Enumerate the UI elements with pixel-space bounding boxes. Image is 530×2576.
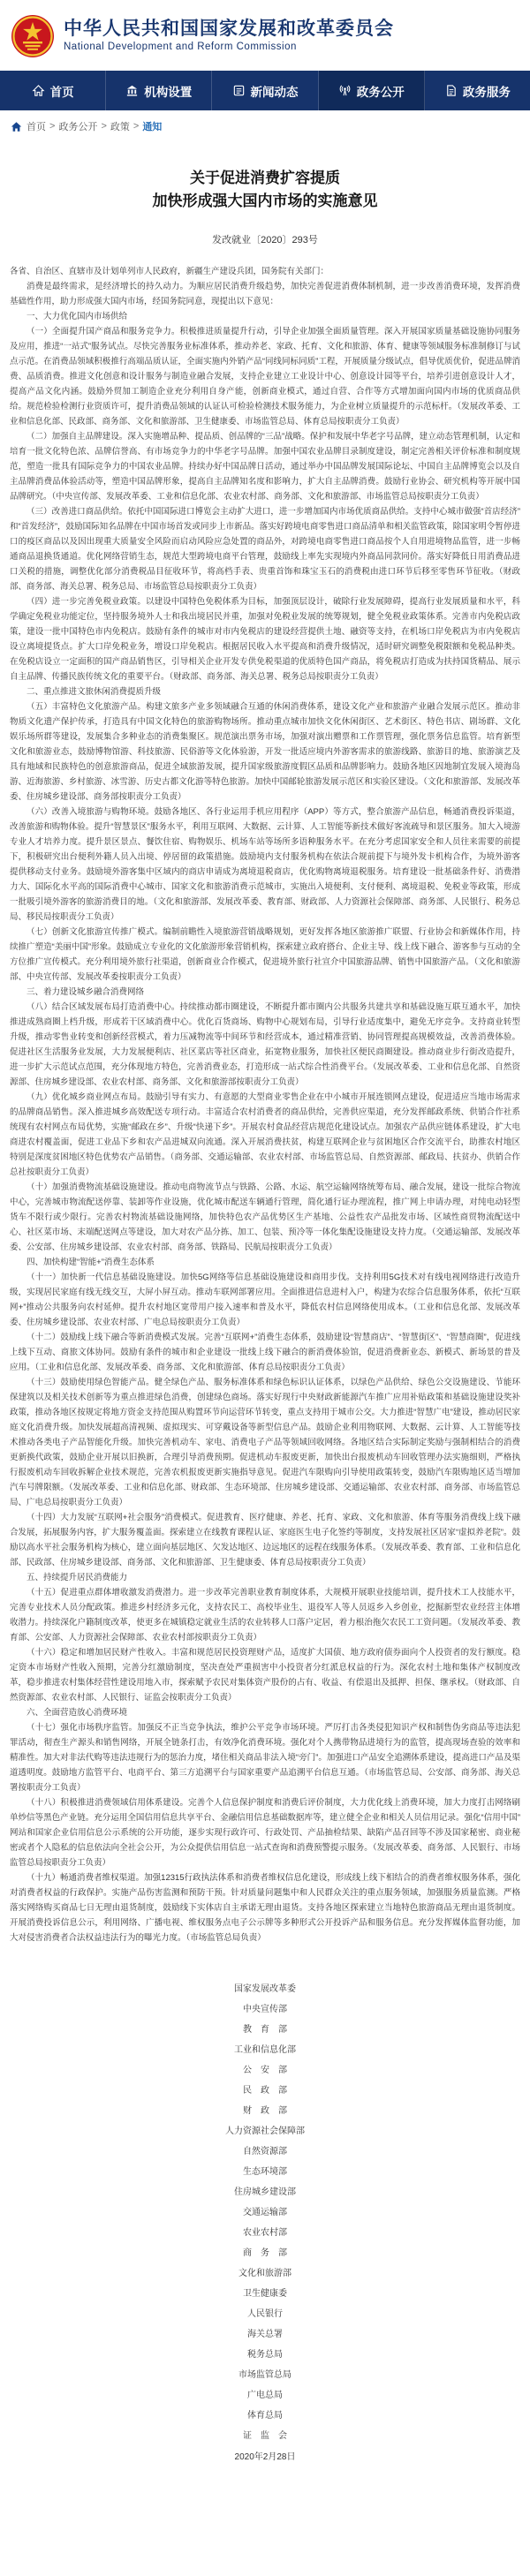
file-icon — [444, 84, 458, 97]
national-emblem-icon[interactable] — [11, 14, 55, 58]
site-title-block — [64, 19, 394, 53]
nav-item-news[interactable] — [212, 71, 318, 110]
doc-paragraph: （二）加强自主品牌建设。深入实施增品种、提品质、创品牌的“三品”战略。保护和发展中华老字号品牌，建立动态管理机制，认定和培育一批文化特色浓、品牌信誉高、有市场竞争力的中华老字号品牌。加强中国农业品牌目录制度建设，制定完善相关评价标准和制度规范，塑造一批具有国际竞争力的中国农业品牌。持续办好中国品牌日活动，通过举办中国品牌发展国际论坛、中国自主品牌博览会以及自主品牌消费品体验活动等，塑造中国品牌形象，提高自主品牌知名度和影响力，扩大自主品牌消费。鼓励行业协会、研究机构等开展中国品牌研究。（中央宣传部、发展改革委、工业和信息化部、农业农村部、商务部、文化和旅游部、市场监管总局按职责分工负责） — [10, 432, 520, 502]
breadcrumb-item-notice[interactable]: 通知 — [142, 122, 163, 132]
site-title-zh: 中华人民共和国国家发展和改革委员会 — [64, 19, 394, 40]
news-icon — [232, 84, 246, 97]
nav-label: 机构设置 — [144, 85, 193, 99]
document-date: 2020年2月28日 — [234, 2452, 296, 2462]
section-heading: 三、着力建设城乡融合消费网络 — [26, 987, 145, 997]
home-icon — [32, 84, 45, 97]
nav-item-gov-service[interactable] — [425, 71, 530, 110]
document-number: 发改就业〔2020〕293号 — [212, 235, 318, 246]
doc-paragraph: 各省、自治区、直辖市及计划单列市人民政府，新疆生产建设兵团，国务院有关部门： — [10, 267, 329, 276]
signatory: 交通运输部 — [243, 2208, 287, 2217]
doc-paragraph: （十九）畅通消费者维权渠道。加强12315行政执法体系和消费者维权信息化建设，形成线上线下相结合的消费者维权服务体系，强化对消费者权益的行政保护。实施产品伤害监测和预防干预。针对质量问题集中和人民群众关注的重点服务领域，加强服务质量监测。严格落实网络购买商品七日无理由退货制度，鼓励线下实体店自主承诺无理由退货。支持各地区探索建立当地特色旅游商品无理由退货制度。开展消费投诉信息公示，利用网络、广播电视、维权服务点电子公示牌等多种形式公开投诉产品和服务信息。充分发挥媒体监督功能，加大对侵害消费者合法权益违法行为的曝光力度。（市场监管总局负责） — [10, 1873, 520, 1943]
doc-paragraph: （十七）强化市场秩序监管。加强反不正当竞争执法，维护公平竞争市场环境。严厉打击各类侵犯知识产权和制售伪劣商品等违法犯罪活动，彻查生产源头和销售网络，开展全链条打击，有效净化消费环境。强化对个人携带物品进境行为的监管，提高现场查验的效率和精准性。加大对非法代购等违法违规行为的惩治力度，堵住相关商品非法入境“旁门”。加强进口产品安全追溯体系建设，提高进口产品及渠道透明度。鼓励地方监管平台、电商平台、第三方追溯平台与国家重要产品追溯平台信息互通。（市场监管总局、公安部、商务部、海关总署按职责分工负责） — [10, 1723, 520, 1793]
breadcrumb-separator: > — [132, 121, 140, 132]
breadcrumb-item-gov-open[interactable]: 政务公开 — [58, 122, 98, 132]
doc-paragraph: （十五）促进重点群体增收激发消费潜力。进一步改革完善职业教育制度体系，大规模开展职业技能培训，提升技术工人技能水平，完善专业技术人员分配政策。推进乡村经济多元化，支持农民工、高校毕业生、退役军人等人员返乡入乡创业，挖掘新型农业经营主体增收潜力。持续深化户籍制度改革，使更多在城镇稳定就业生活的农业转移人口落户定居，着力根治拖欠农民工工资问题。（发展改革委、教育部、公安部、人力资源社会保障部、农业农村部按职责分工负责） — [10, 1588, 520, 1643]
section-heading: 四、加快构建“智能+”消费生态体系 — [26, 1258, 155, 1267]
institution-icon — [125, 84, 139, 97]
signatory: 文化和旅游部 — [238, 2269, 292, 2278]
signatory: 人力资源社会保障部 — [225, 2127, 305, 2136]
signatory: 住房城乡建设部 — [234, 2187, 296, 2197]
nav-item-gov-open[interactable] — [319, 71, 425, 110]
doc-paragraph: （十二）鼓励线上线下融合等新消费模式发展。完善“互联网+”消费生态体系，鼓励建设“智慧商店”、“智慧街区”、“智慧商圈”，促进线上线下互动、商旅文体协同。鼓励有条件的城市和企业建设一批线上线下融合的新消费体验馆，促进消费新业态、新模式、新场景的普及应用。（工业和信息化部、发展改革委、商务部、文化和旅游部、体育总局按职责分工负责） — [10, 1333, 520, 1372]
doc-paragraph: （五）丰富特色文化旅游产品。构建文旅多产业多领域融合互通的休闲消费体系，建设文化产业和旅游产业融合发展示范区。推动非物质文化遗产保护传承，打造具有中国文化特色的旅游购物场所。推动重点城市加快文化休闲街区、艺术街区、特色书店、剧场群、文化娱乐场所群等建设，发展集合多种业态的消费集聚区。规范演出票务市场，加强对演出赠票和工作票管理，强化票务信息监管。培育新型文化和旅游业态，鼓励博物馆游、科技旅游、民俗游等文化体验游，开发一批适应境内外游客需求的旅游线路、旅游目的地、旅游演艺及具有地域和民族特色的创意旅游商品，促进全域旅游发展，提升国家级旅游度假区品质和品牌影响力。鼓励各地区因地制宜发展入境海岛游、近海旅游、乡村旅游、冰雪游、历史古都文化游等特色旅游。加快中国邮轮旅游发展示范区和实验区建设。（文化和旅游部、发展改革委、住房城乡建设部、商务部按职责分工负责） — [10, 702, 520, 802]
doc-paragraph: （十三）鼓励使用绿色智能产品。健全绿色产品、服务标准体系和绿色标识认证体系，以绿色产品供给、绿色公交设施建设、节能环保建筑以及相关技术创新等为重点推进绿色消费，创建绿色商场。落实好现行中央财政新能源汽车推广应用补贴政策和基础设施建设奖补政策，推动各地区按规定将地方资金支持范围从购置环节向运营环节转变，重点支持用于城市公交。大力推进“智慧广电”建设，推动居民家庭文化消费升级。加快发展超高清视频、虚拟现实、可穿戴设备等新型信息产品。鼓励企业利用物联网、大数据、云计算、人工智能等技术推动各类电子产品智能化升级。加快完善机动车、家电、消费电子产品等领域回收网络。各地区结合实际制定奖励与强制相结合的消费更新换代政策，鼓励企业开展以旧换新，合理引导消费预期。促进机动车报废更新，加快出台报废机动车回收管理办法实施细则，严格执行报废机动车回收拆解企业技术规范，完善农机报废更新实施指导意见。促进汽车限购向引导使用政策转变，鼓励汽车限购地区适当增加汽车号牌限额。（发展改革委、工业和信息化部、财政部、生态环境部、住房城乡建设部、交通运输部、农业农村部、商务部、市场监管总局、广电总局按职责分工负责） — [10, 1378, 520, 1507]
signatory: 商 务 部 — [243, 2248, 287, 2258]
site-header — [0, 0, 530, 71]
doc-paragraph: （四）进一步完善免税业政策。以建设中国特色免税体系为目标，加强顶层设计，破除行业发展障碍，提高行业发展质量和水平，科学确定免税业功能定位，坚持服务境外人士和我出境居民并重，加强对免税业发展的统筹规划，健全免税业政策体系。完善市内免税店政策，建设一批中国特色市内免税店。鼓励有条件的城市对市内免税店的建设经营提供土地、融资等支持，在机场口岸免税店为市内免税店设立离境提货点。扩大口岸免税业务，增设口岸免税店。根据居民收入水平提高和消费升级情况，适时研究调整免税限额和免税品种类。在免税店设立一定面积的国产商品销售区，引导相关企业开发专供免税渠道的优质特色国产商品，将免税店打造成为扶持国货精品、展示自主品牌、传播民族传统文化的重要平台。（财政部、商务部、海关总署、税务总局按职责分工负责） — [10, 597, 520, 682]
doc-paragraph: （七）创新文化旅游宣传推广模式。编制前瞻性入境旅游营销战略规划，更好发挥各地区旅游推广联盟、行业协会和新媒体作用，持续推广塑造“美丽中国”形象。鼓励成立专业化的文化旅游形象营销机构，探索建立政府搭台、企业主导、线上线下融合、游客参与互动的全方位推广宣传模式。充分利用境外旅行社渠道，创新商业合作模式，促进境外旅行社宣介中国旅游品牌、销售中国旅游产品。（文化和旅游部、中央宣传部、发展改革委按职责分工负责） — [10, 927, 520, 982]
nav-item-home[interactable] — [0, 71, 106, 110]
signatory: 体育总局 — [247, 2411, 283, 2421]
signatory: 自然资源部 — [243, 2147, 287, 2157]
nav-item-institution[interactable] — [106, 71, 212, 110]
doc-paragraph: （九）优化城乡商业网点布局。鼓励引导有实力、有意愿的大型商业零售企业在中小城市开展连锁网点建设，促进适应当地市场需求的品牌商品销售。深入推进城乡高效配送专项行动。丰富适合农村消费者的商品供给，完善供应渠道，充分发挥邮政系统、供销合作社系统现有农村网点布局优势，实施“邮政在乡”、升级“快递下乡”。开展农村食品经营店规范化建设试点。加强农产品供应链体系建设，扩大电商进农村覆盖面，促进工业品下乡和农产品进城双向流通。深入开展消费扶贫，构建互联网企业与贫困地区合作交流平台，助推农村地区特别是深度贫困地区特色优势农产品销售。（商务部、交通运输部、农业农村部、市场监管总局、自然资源部、邮政局、扶贫办、供销合作总社按职责分工负责） — [10, 1092, 520, 1177]
signatory: 市场监管总局 — [238, 2370, 292, 2380]
signatory: 民 政 部 — [243, 2086, 287, 2096]
nav-label: 新闻动态 — [250, 85, 299, 99]
signatory: 卫生健康委 — [243, 2289, 287, 2299]
doc-paragraph: （十一）加快新一代信息基础设施建设。加快5G网络等信息基础设施建设和商用步伐。支持利用5G技术对有线电视网络进行改造升级，实现居民家庭有线无线交互，大屏小屏互动。推动车联网部署应用。全面推进信息进村入户，构建为农综合信息服务体系，依托“互联网+”推动公共服务向农村延伸。提升农村地区宽带用户接入速率和普及水平，降低农村信息网络使用成本。（工业和信息化部、发展改革委、住房城乡建设部、农业农村部、广电总局按职责分工负责） — [10, 1273, 520, 1327]
signatory: 中央宣传部 — [243, 2005, 287, 2014]
section-heading: 一、大力优化国内市场供给 — [26, 312, 128, 321]
signatory: 财 政 部 — [243, 2106, 287, 2116]
breadcrumb — [0, 110, 530, 140]
broadcast-icon — [338, 84, 352, 97]
doc-paragraph: （十）加强消费物流基础设施建设。推动电商物流节点与铁路、公路、水运、航空运输网络统筹布局、融合发展，建设一批综合物流中心，完善城市物流配送停靠、装卸等作业设施，优化城市配送车辆通行管理，简化通行证办理流程，推广网上申请办理，对纯电动轻型货车不限行或少限行。完善农村物流基础设施网络，加快特色农产品优势区生产基地、公益性农产品批发市场、区域性商贸物流配送中心、社区菜市场、末端配送网点等建设，加大对农产品分拣、加工、包装、预冷等一体化集配设施建设支持力度。（交通运输部、发展改革委、公安部、住房城乡建设部、农业农村部、商务部、铁路局、民航局按职责分工负责） — [10, 1182, 520, 1252]
doc-paragraph: （十四）大力发展“互联网+社会服务”消费模式。促进教育、医疗健康、养老、托育、家政、文化和旅游、体育等服务消费线上线下融合发展，拓展服务内容，扩大服务覆盖面。探索建立在线教育课程认证、家庭医生电子化签约等制度，支持发展社区居家“虚拟养老院”。鼓励以高水平社会服务机构为核心，建立面向基层地区、欠发达地区、边远地区的远程在线服务体系。（发展改革委、教育部、工业和信息化部、民政部、住房城乡建设部、商务部、文化和旅游部、卫生健康委、体育总局按职责分工负责） — [10, 1513, 520, 1568]
signatory-list — [10, 1979, 520, 2446]
signatory: 人民银行 — [247, 2309, 283, 2319]
document-title-line2: 加快形成强大国内市场的实施意见 — [152, 193, 378, 209]
breadcrumb-separator: > — [101, 121, 107, 132]
doc-paragraph: （六）改善入境旅游与购物环境。鼓励各地区、各行业运用手机应用程序（APP）等方式，整合旅游产品信息，畅通消费投诉渠道，改善旅游和购物体验。提升“智慧景区”服务水平，利用互联网、大数据、云计算、人工智能等新技术做好客流疏导和景区服务。加大入境游专业人才培养力度。提升景区景点、餐饮住宿、购物娱乐、机场车站等场所多语种服务水平。在充分考虑国家安全和人员往来需要的前提下，积极研究出台便利外籍人员入出境、停居留的政策措施。鼓励境内支付服务机构在依法合规前提下与境外发卡机构合作，为境外游客提供移动支付业务。鼓励境外游客集中区域内的商店申请成为离境退税商店，优化购物离境退税服务。培育建设一批基础条件好、消费潜力大、国际化水平高的国际消费中心城市、国家文化和旅游消费示范城市，实施出入境便利、支付便利、离境退税、免税业等政策，形成一批吸引境外游客的旅游消费目的地。（文化和旅游部、发展改革委、教育部、财政部、人力资源社会保障部、商务部、人民银行、税务总局、移民局按职责分工负责） — [10, 807, 520, 922]
doc-paragraph: （八）结合区域发展布局打造消费中心。持续推动都市圈建设，不断提升都市圈内公共服务共建共享和基础设施互联互通水平，加快推进成熟商圈上档升级，形成若干区域消费中心。优化百货商场、购物中心规划布局，引导行业适度集中，避免无序竞争。支持商业转型升级，推动零售业转变和创新经营模式，着力压减物流等中间环节和经营成本，通过精准营销、协同管理提高规模效益，改善消费体验。促进社区生活服务业发展，大力发展便利店、社区菜店等社区商业，拓宽物业服务，加快社区便民商圈建设。推动商业步行街改造提升，进一步扩大示范试点范围，充分体现地方特色，完善消费业态，打造形成一站式综合性消费平台。（发展改革委、工业和信息化部、自然资源部、住房城乡建设部、农业农村部、商务部、文化和旅游部按职责分工负责） — [10, 1002, 520, 1087]
signatory: 国家发展改革委 — [234, 1984, 296, 1994]
signatory: 海关总署 — [247, 2330, 283, 2339]
nav-label: 首页 — [49, 85, 74, 99]
signatory: 农业农村部 — [243, 2228, 287, 2238]
breadcrumb-home-icon[interactable] — [11, 121, 22, 132]
main-nav — [0, 71, 530, 110]
signatory: 广电总局 — [247, 2391, 283, 2400]
breadcrumb-separator: > — [49, 121, 56, 132]
doc-paragraph: （三）改善进口商品供给。依托中国国际进口博览会主动扩大进口，进一步增加国内市场优质商品供给。支持中心城市做强“首店经济”和“首发经济”，鼓励国际知名品牌在中国市场首发或同步上市新品。落实好跨境电商零售进口商品清单和相关监管政策，除国家明令暂停进口的疫区商品以及因出现重大质量安全风险而启动风险应急处置的商品外，对跨境电商零售进口商品按个人自用进境物品监管，进一步畅通商品退换货通道。优化网络营销生态，规范大型跨境电商平台管理，鼓励线上率先实现境内外商品同款同价。落实好降低日用消费品进口关税的措施，调整优化部分消费税品目征收环节，将高档手表、贵重首饰和珠宝玉石的消费税由进口环节后移至零售环节征收。（财政部、商务部、海关总署、税务总局、市场监管总局按职责分工负责） — [10, 507, 520, 592]
document-title-line1: 关于促进消费扩容提质 — [190, 170, 340, 186]
section-heading: 二、重点推进文旅休闲消费提质升级 — [26, 687, 162, 697]
signatory: 工业和信息化部 — [234, 2045, 296, 2055]
signatory: 税务总局 — [247, 2350, 283, 2360]
signatory: 生态环境部 — [243, 2167, 287, 2177]
signatory: 公 安 部 — [243, 2066, 287, 2075]
section-heading: 五、持续提升居民消费能力 — [26, 1573, 128, 1583]
breadcrumb-item-home[interactable]: 首页 — [26, 122, 46, 132]
document-body — [10, 264, 520, 1945]
nav-label: 政务服务 — [462, 85, 511, 99]
doc-paragraph: （十六）稳定和增加居民财产性收入。丰富和规范居民投资理财产品，适度扩大国债、地方政府债券面向个人投资者的发行额度。稳定资本市场财产性收入预期，完善分红激励制度，坚决查处严重损害中小投资者分红派息权益的行为。深化农村土地和集体产权制度改革，稳步推进农村集体经营性建设用地入市，探索赋予农民对集体资产股份的占有、收益、有偿退出及抵押、担保、继承权。（财政部、自然资源部、农业农村部、人民银行、证监会按职责分工负责） — [10, 1648, 520, 1703]
document-area — [0, 167, 530, 2490]
signatory: 证 监 会 — [243, 2431, 287, 2441]
breadcrumb-item-policy[interactable]: 政策 — [110, 122, 130, 132]
section-heading: 六、全面营造放心消费环境 — [26, 1708, 128, 1718]
site-title-en: National Development and Reform Commission — [64, 42, 297, 53]
nav-label: 政务公开 — [356, 85, 405, 99]
signatory: 教 育 部 — [243, 2025, 287, 2035]
doc-paragraph: （一）全面提升国产商品和服务竞争力。积极推进质量提升行动，引导企业加强全面质量管理。深入开展国家质量基础设施协同服务及应用，推进“一站式”服务试点。尽快完善服务业标准体系，推动养老、家政、托育、文化和旅游、体育、健康等领域服务标准制修订与试点示范。在消费品领域积极推行高端品质认证，全面实施内外销产品“同线同标同质”工程，开展质量分级试点，倡导优质优价，促进品牌消费、品质消费。推进文化创意和设计服务与制造业融合发展，支持企业建立工业设计中心、创意设计园等平台，培养引进创意设计人才，提高产品文化内涵。鼓励外贸加工制造企业充分利用自身产能，创新商业模式，通过自营、合作等方式增加面向国内市场的优质商品供给。规范检验检测行业资质许可，提升消费品领域的认证认可检验检测技术服务能力，为企业树立质量提升的示范标杆。（发展改革委、工业和信息化部、民政部、商务部、文化和旅游部、卫生健康委、市场监管总局、体育总局按职责分工负责） — [10, 327, 520, 427]
document-title — [10, 167, 520, 213]
doc-paragraph: （十八）积极推进消费领域信用体系建设。完善个人信息保护制度和消费后评价制度，大力优化线上消费环境，加大力度打击网络刷单炒信等黑色产业链。充分运用全国信用信息共享平台、金融信用信息基础数据库等，建立健全企业和相关人员信用记录。强化“信用中国”网站和国家企业信用信息公示系统的公开功能，逐步实现行政许可、行政处罚、产品抽检结果、缺陷产品召回等不涉及国家秘密、商业秘密或者个人隐私的信息依法向全社会公开，为公众提供信用信息一站式查询和消费预警提示服务。（发展改革委、商务部、人民银行、市场监管总局按职责分工负责） — [10, 1798, 520, 1868]
doc-paragraph: 消费是最终需求，是经济增长的持久动力。为顺应居民消费升级趋势，加快完善促进消费体制机制，进一步改善消费环境，发挥消费基础性作用，助力形成强大国内市场，经国务院同意，现提出以下意见： — [10, 282, 520, 306]
